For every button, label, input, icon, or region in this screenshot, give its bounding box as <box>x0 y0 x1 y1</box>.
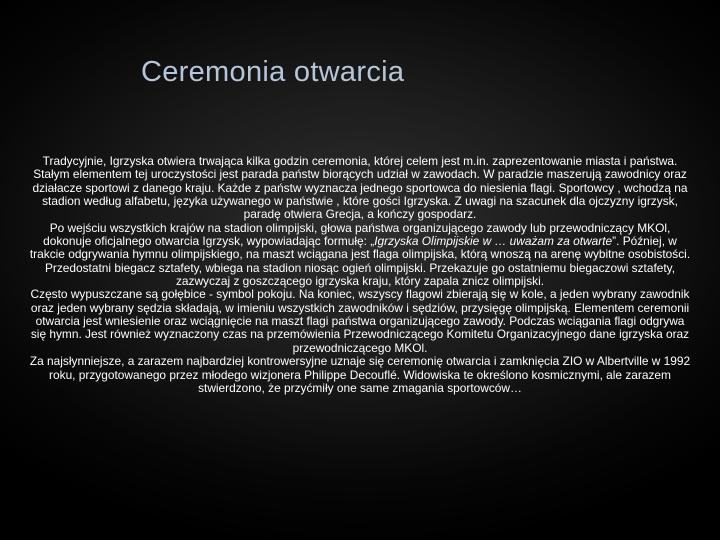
paragraph-opening-formula <box>28 222 692 289</box>
slide-body <box>28 155 692 395</box>
paragraph-opening-formula-end: ”. Później, w trakcie odgrywania hymnu olimpijskiego, na maszt wciągana jest flaga olimpijska, którą wnoszą na arenę wybitne osobistości. Przedostatni biegacz sztafety, wbiega na stadion niosąc ogień olimpijski. Przekazuje go ostatniemu biegaczowi sztafety, zazwyczaj z goszczącego igrzyska kraju, który zapala znicz olimpijski. <box>29 234 691 289</box>
paragraph-doves-oath: Często wypuszczane są gołębice - symbol pokoju. Na koniec, wszyscy flagowi zbierają się w kole, a jeden wybrany zawodnik oraz jeden wybrany sędzia składają, w imieniu wszystkich zawodników i sędziów, przysięgę olimpijską. Elementem ceremonii otwarcia jest wniesienie oraz wciągnięcie na maszt flagi państwa organizującego zawody. Podczas wciągania flagi odgrywa się hymn. Jest również wyznaczony czas na przemówienia Przewodniczącego Komitetu Organizacyjnego dane igrzyska oraz przewodniczącego MKOl. <box>30 287 690 355</box>
opening-formula-quote: Igrzyska Olimpijskie w … uważam za otwarte <box>374 234 613 249</box>
paragraph-opening-formula-start: Po wejściu wszystkich krajów na stadion olimpijski, głowa państwa organizującego zawody lub przewodniczący MKOl, dokonuje oficjalnego otwarcia Igrzysk, wypowiadając formułę: „ <box>43 220 671 249</box>
paragraph-parade: Tradycyjnie, Igrzyska otwiera trwająca kilka godzin ceremonia, której celem jest m.in. zaprezentowanie miasta i państwa. Stałym elementem tej uroczystości jest parada państw biorących udział w zawodach. W paradzie maszerują zawodnicy oraz działacze sportowi z danego kraju. Każde z państw wyznacza jednego sportowca do niesienia flagi. Sportowcy , wchodzą na stadion według alfabetu, języka używanego w państwie , które gości Igrzyska. Z uwagi na szacunek dla ojczyzny igrzysk, paradę otwiera Grecja, a kończy gospodarz. <box>32 154 688 222</box>
slide-title: Ceremonia otwarcia <box>141 56 405 88</box>
paragraph-albertville: Za najsłynniejsze, a zarazem najbardziej kontrowersyjne uznaje się ceremonię otwarcia i zamknięcia ZIO w Albertville w 1992 roku, przygotowanego przez młodego wizjonera Philippe Decouflé. Widowiska te określono kosmicznymi, ale zarazem stwierdzono, że przyćmiły one same zmagania sportowców… <box>29 354 691 395</box>
